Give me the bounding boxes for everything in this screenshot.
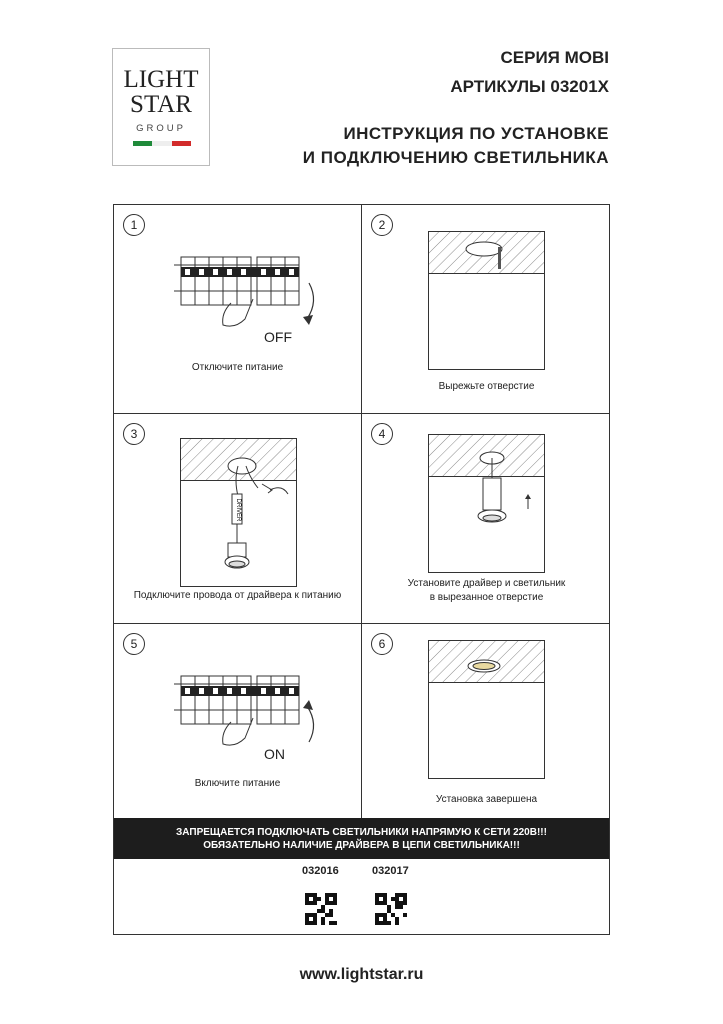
warning-line-2: ОБЯЗАТЕЛЬНО НАЛИЧИЕ ДРАЙВЕРА В ЦЕПИ СВЕТИЛЬНИКА!!! xyxy=(203,840,520,851)
brand-logo xyxy=(112,48,210,166)
italian-flag-stripe xyxy=(133,141,191,146)
step-4-caption-line-2: в вырезанное отверстие xyxy=(429,592,544,603)
warning-line-1: ЗАПРЕЩАЕТСЯ ПОДКЛЮЧАТЬ СВЕТИЛЬНИКИ НАПРЯМУЮ К СЕТИ 220В!!! xyxy=(176,827,547,838)
ceiling-cut-illustration xyxy=(428,231,548,371)
articles-title: АРТИКУЛЫ 03201X xyxy=(450,77,609,96)
warning-banner xyxy=(114,818,609,859)
step-4-number: 4 xyxy=(371,423,393,445)
step-2-caption: Вырежьте отверстие xyxy=(438,381,535,392)
logo-line-2: STAR xyxy=(130,91,192,118)
step-4-caption-line-1: Установите драйвер и светильник xyxy=(407,578,566,589)
article-code-032016: 032016 xyxy=(302,865,339,877)
logo-line-3: GROUP xyxy=(136,123,186,134)
step-6-cell xyxy=(362,624,611,818)
breaker-on-illustration xyxy=(169,662,339,762)
instruction-grid xyxy=(113,204,610,935)
logo-line-1: LIGHT xyxy=(123,66,199,93)
install-illustration xyxy=(428,434,548,574)
step-3-number: 3 xyxy=(123,423,145,445)
breaker-off-illustration xyxy=(169,243,339,343)
step-5-cell xyxy=(114,624,361,818)
step-2-cell xyxy=(362,205,611,413)
qr-code-032017[interactable] xyxy=(375,893,407,925)
step-5-caption: Включите питание xyxy=(194,778,281,789)
step-3-cell xyxy=(114,414,361,623)
instruction-title-line-2: И ПОДКЛЮЧЕНИЮ СВЕТИЛЬНИКА xyxy=(302,148,609,167)
step-5-number: 5 xyxy=(123,633,145,655)
step-1-caption: Отключите питание xyxy=(191,362,284,373)
step-2-number: 2 xyxy=(371,214,393,236)
off-label: OFF xyxy=(264,329,292,345)
step-1-number: 1 xyxy=(123,214,145,236)
step-6-caption: Установка завершена xyxy=(435,794,538,805)
article-code-032017: 032017 xyxy=(372,865,409,877)
step-1-cell xyxy=(114,205,361,413)
step-3-caption: Подключите провода от драйвера к питанию xyxy=(133,590,342,601)
step-4-cell xyxy=(362,414,611,623)
series-title: СЕРИЯ MOBI xyxy=(500,48,609,67)
driver-label: DRIVER xyxy=(235,498,241,522)
website-link[interactable]: www.lightstar.ru xyxy=(299,966,424,983)
wiring-illustration xyxy=(180,438,300,588)
instruction-title-line-1: ИНСТРУКЦИЯ ПО УСТАНОВКЕ xyxy=(343,124,609,143)
on-label: ON xyxy=(264,746,285,762)
qr-code-032016[interactable] xyxy=(305,893,337,925)
installed-illustration xyxy=(428,640,548,780)
step-6-number: 6 xyxy=(371,633,393,655)
